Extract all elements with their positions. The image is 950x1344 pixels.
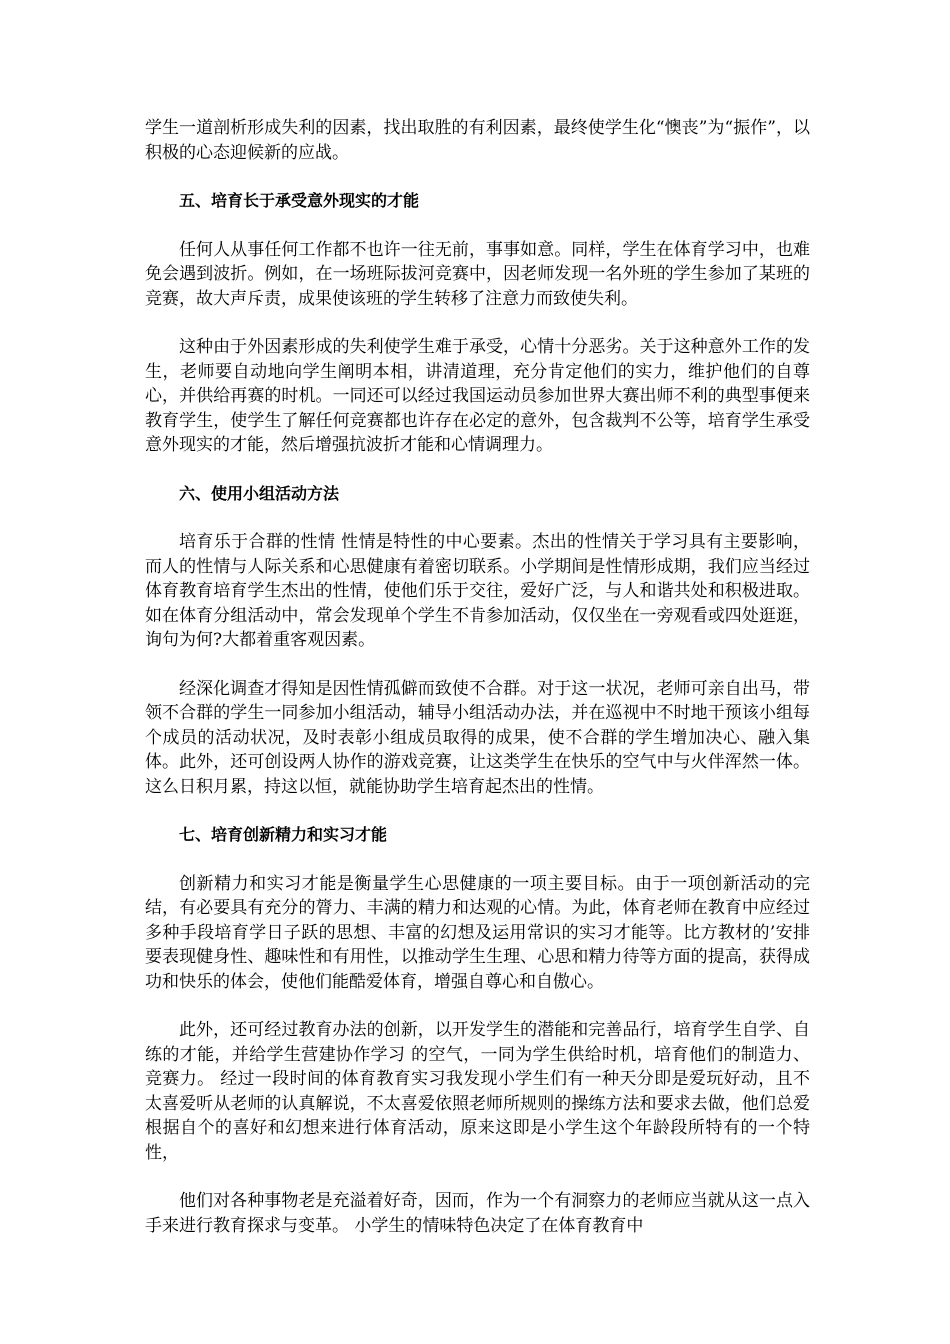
section-heading: 五、培育长于承受意外现实的才能 <box>179 191 420 210</box>
paragraph: 创新精力和实习才能是衡量学生心思健康的一项主要目标。由于一项创新活动的完结，有必要具有充分的膂力、丰满的精力和达观的心情。为此，体育老师在教育中应经过多种手段培育学日子跃的思想、丰富的幻想及运用常识的实习才能等。比方教材的’安排要表现健身性、趣味性和有用性，以推动学生生理、心思和精力待等方面的提高，获得成功和快乐的体会，使他们能酷爱体育，增强自尊心和自傲心。 <box>145 873 810 992</box>
paragraph: 此外，还可经过教育办法的创新，以开发学生的潜能和完善品行，培育学生自学、自练的才能，并给学生营建协作学习 的空气，一同为学生供给时机，培育他们的制造力、竞赛力。 经过一段时间的体育教育实习我发现小学生们有一种天分即是爱玩好动，且不太喜爱听从老师的认真解说，不太喜爱依照老师所规则的操练方法和要求去做，他们总爱根据自个的喜好和幻想来进行体育活动，原来这即是小学生这个年龄段所特有的一个特性， <box>145 1020 810 1163</box>
paragraph: 学生一道剖析形成失利的因素，找出取胜的有利因素，最终使学生化“懊丧”为“振作”，以积极的心态迎候新的应战。 <box>145 118 810 163</box>
paragraph: 这种由于外因素形成的失利使学生难于承受，心情十分恶劣。关于这种意外工作的发生，老师要自动地向学生阐明本相，讲清道理，充分肯定他们的实力，维护他们的自尊心，并供给再赛的时机。一同还可以经过我国运动员参加世界大赛出师不利的典型事便来教育学生，使学生了解任何竞赛都也许存在必定的意外，包含裁判不公等，培育学生承受意外现实的才能，然后增强抗波折才能和心情调理力。 <box>145 337 810 455</box>
document-body <box>145 116 810 1238</box>
paragraph: 他们对各种事物老是充溢着好奇，因而，作为一个有洞察力的老师应当就从这一点入手来进行教育探求与变革。 小学生的情味特色决定了在体育教育中 <box>145 1191 810 1236</box>
section-heading: 六、使用小组活动方法 <box>179 483 340 503</box>
paragraph: 培育乐于合群的性情 性情是特性的中心要素。杰出的性情关于学习具有主要影响，而人的性情与人际关系和心思健康有着密切联系。小学期间是性情形成期，我们应当经过体育教育培育学生杰出的性情，使他们乐于交往，爱好广泛，与人和谐共处和积极进取。如在体育分组活动中，常会发现单个学生不肯参加活动，仅仅坐在一旁观看或四处逛逛，询句为何?大都着重客观因素。 <box>145 532 810 650</box>
paragraph: 任何人从事任何工作都不也许一往无前，事事如意。同样，学生在体育学习中，也难免会遇到波折。例如，在一场班际拔河竞赛中，因老师发现一名外班的学生参加了某班的竞赛，故大声斥责，成果使该班的学生转移了注意力而致使失利。 <box>145 239 810 309</box>
paragraph: 经深化调查才得知是因性情孤僻而致使不合群。对于这一状况，老师可亲自出马，带领不合群的学生一同参加小组活动，辅导小组活动办法，并在巡视中不时地干预该小组每个成员的活动状况，及时表彰小组成员取得的成果，使不合群的学生增加决心、融入集体。此外，还可创设两人协作的游戏竞赛，让这类学生在快乐的空气中与火伴浑然一体。这么日积月累，持这以恒，就能协助学生培育起杰出的性情。 <box>145 678 810 797</box>
section-heading: 七、培育创新精力和实习才能 <box>179 825 388 844</box>
